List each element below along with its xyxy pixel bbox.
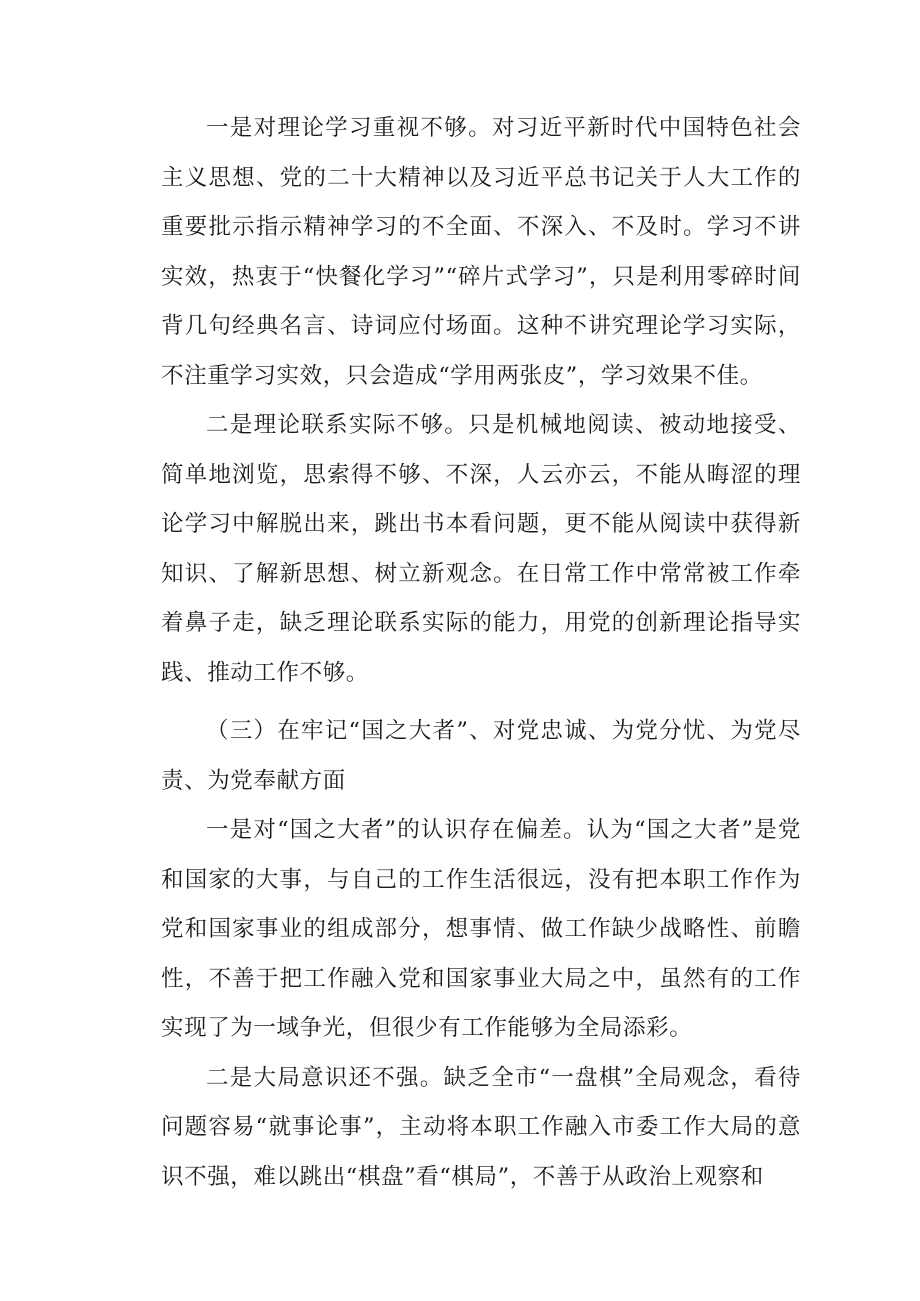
paragraph-national-priorities: 一是对“国之大者”的认识存在偏差。认为“国之大者”是党和国家的大事，与自己的工作生活很远，没有把本职工作作为党和国家事业的组成部分，想事情、做工作缺少战略性、前瞻性，不善于把工作融入党和国家事业大局之中，虽然有的工作实现了为一域争光，但很少有工作能够为全局添彩。 bbox=[161, 817, 801, 1041]
paragraph-overall-awareness: 二是大局意识还不强。缺乏全市“一盘棋”全局观念，看待问题容易“就事论事”，主动将本职工作融入市委工作大局的意识不强，难以跳出“棋盘”看“棋局”，不善于从政治上观察和 bbox=[161, 1064, 801, 1190]
paragraph-theory-practice: 二是理论联系实际不够。只是机械地阅读、被动地接受、简单地浏览，思索得不够、不深，人云亦云，不能从晦涩的理论学习中解脱出来，跳出书本看问题，更不能从阅读中获得新知识、了解新思想、树立新观念。在日常工作中常常被工作牵着鼻子走，缺乏理论联系实际的能力，用党的创新理论指导实践、推动工作不够。 bbox=[161, 412, 801, 686]
paragraph-theory-study: 一是对理论学习重视不够。对习近平新时代中国特色社会主义思想、党的二十大精神以及习近平总书记关于人大工作的重要批示指示精神学习的不全面、不深入、不及时。学习不讲实效，热衷于“快餐化学习”“碎片式学习”，只是利用零碎时间背几句经典名言、诗词应付场面。这种不讲究理论学习实际，不注重学习实效，只会造成“学用两张皮”，学习效果不佳。 bbox=[161, 115, 801, 389]
document-body bbox=[161, 104, 801, 1202]
section-heading-3: （三）在牢记“国之大者”、对党忠诚、为党分忧、为党尽责、为党奉献方面 bbox=[161, 718, 801, 794]
